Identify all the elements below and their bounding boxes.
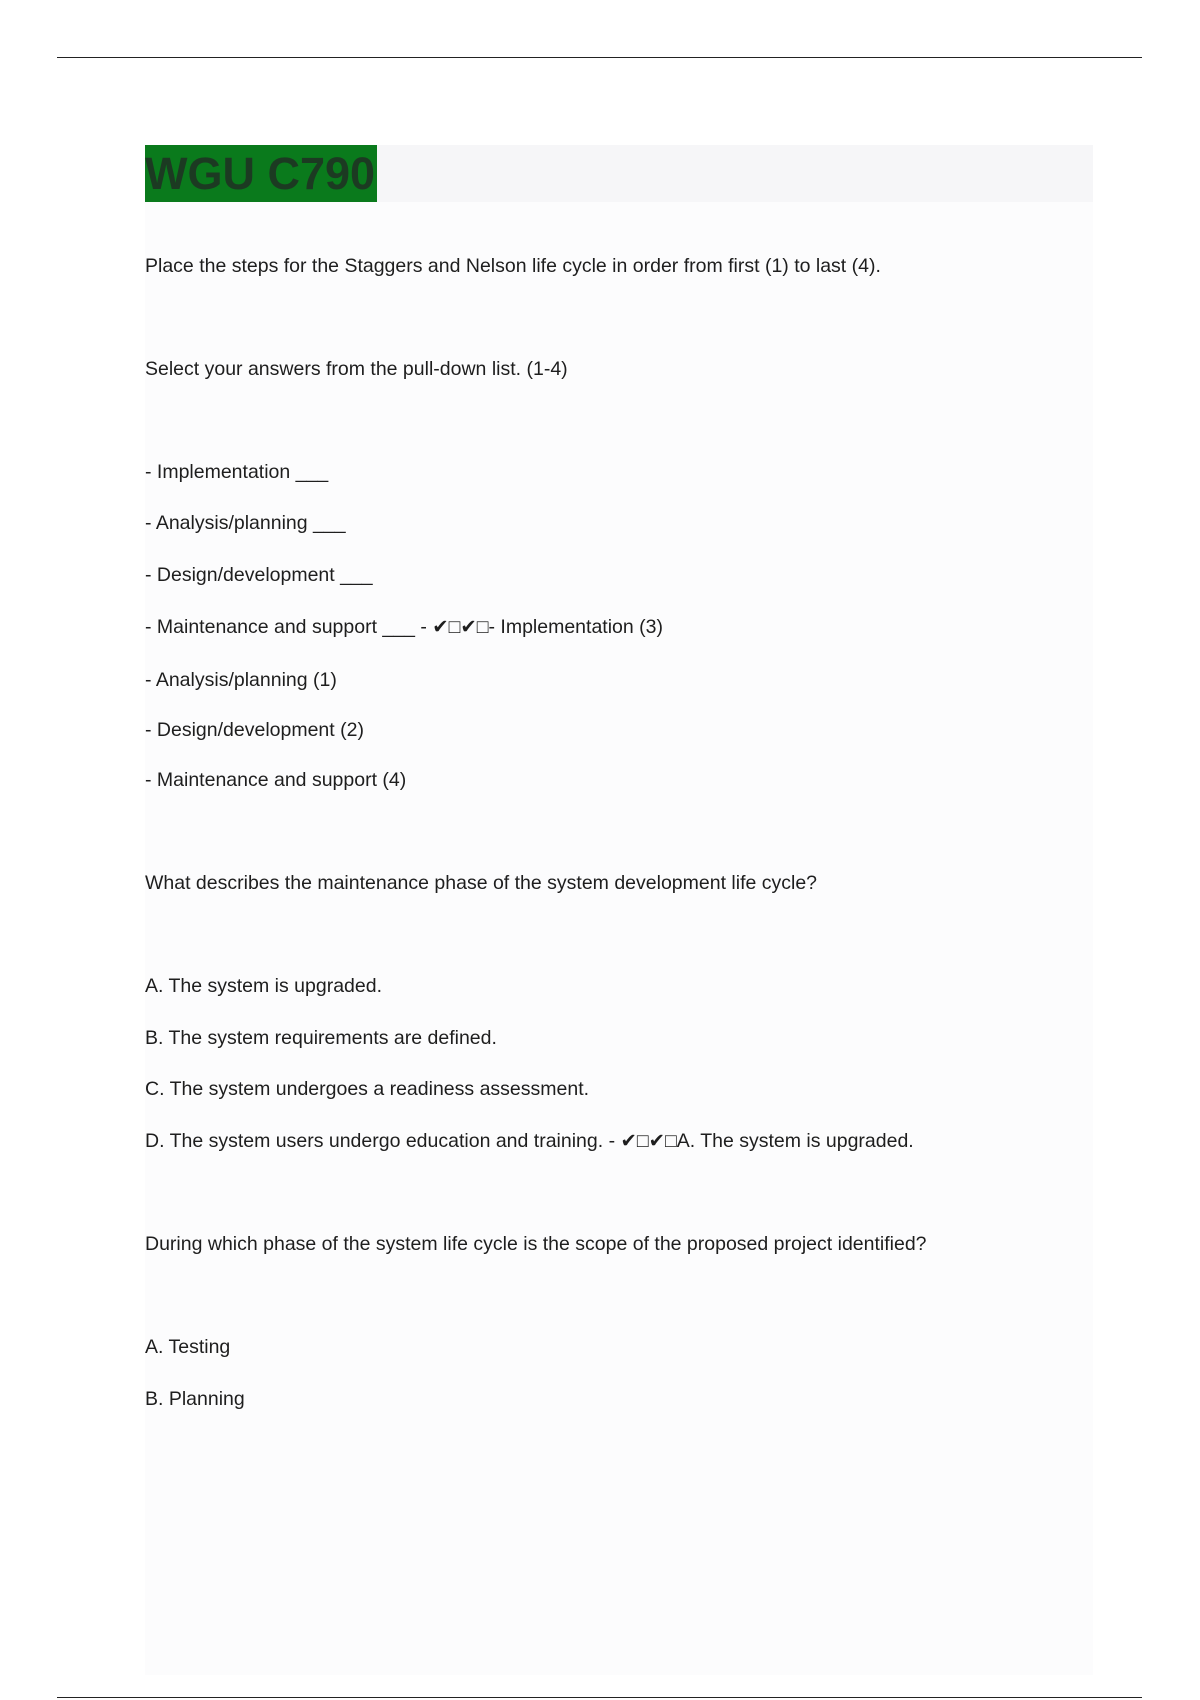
q1-answer: - Design/development (2) [145,719,364,741]
bottom-rule [57,1697,1142,1698]
document-title: WGU C790 [145,145,377,202]
q1-item: - Analysis/planning ___ [145,512,346,534]
top-rule [57,57,1142,58]
q1-item: - Design/development ___ [145,564,373,586]
q1-item-with-answer: - Maintenance and support ___ - ✔□✔□- Implementation (3) [145,616,663,638]
q2-option-d-with-answer: D. The system users undergo education and training. - ✔□✔□A. The system is upgraded. [145,1130,914,1152]
q3-option-b: B. Planning [145,1388,245,1410]
q1-answer: - Maintenance and support (4) [145,769,407,791]
q2-option-c: C. The system undergoes a readiness assessment. [145,1078,590,1100]
q1-prompt: Place the steps for the Staggers and Nelson life cycle in order from first (1) to last (4). [145,255,881,277]
q3-option-a: A. Testing [145,1336,231,1358]
q2-option-a: A. The system is upgraded. [145,975,383,997]
q1-instruction: Select your answers from the pull-down list. (1-4) [145,358,568,380]
q3-prompt: During which phase of the system life cycle is the scope of the proposed project identified? [145,1233,927,1255]
q2-prompt: What describes the maintenance phase of the system development life cycle? [145,872,818,894]
q2-option-b: B. The system requirements are defined. [145,1027,497,1049]
q1-item: - Implementation ___ [145,461,329,483]
q1-answer: - Analysis/planning (1) [145,669,337,691]
